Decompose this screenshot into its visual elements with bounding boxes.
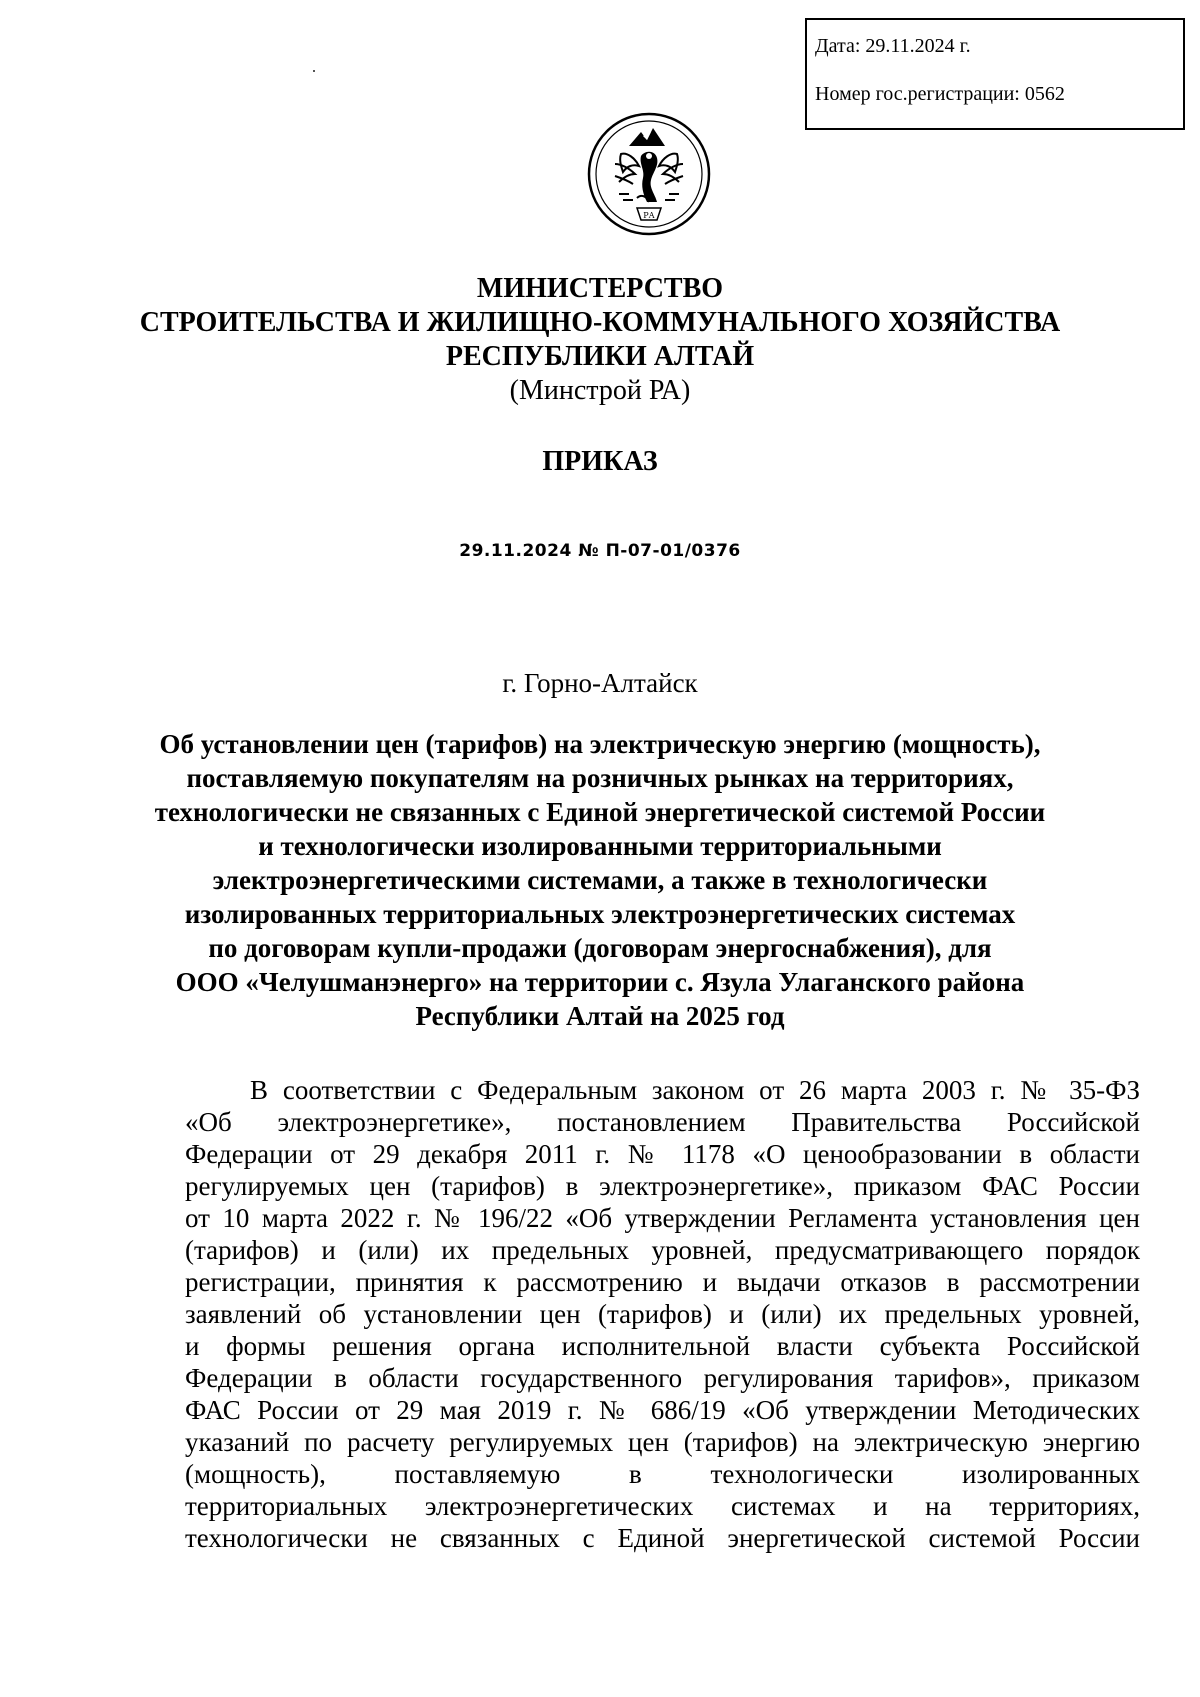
subject-line: по договорам купли-продажи (договорам энергоснабжения), для (208, 933, 992, 963)
header-line-construction: СТРОИТЕЛЬСТВА И ЖИЛИЩНО-КОММУНАЛЬНОГО ХОЗЯЙСТВА (139, 307, 1061, 338)
registration-date-label: Дата: (815, 35, 861, 57)
body-line: Федерации от 29 декабря 2011 г. № 1178 «О ценообразовании в области (185, 1139, 1140, 1169)
subject-line: ООО «Челушманэнерго» на территории с. Язула Улаганского района (175, 967, 1025, 997)
body-line: регулируемых цен (тарифов) в электроэнергетике», приказом ФАС России (185, 1171, 1140, 1201)
order-number: 29.11.2024 № П-07-01/0376 (459, 541, 741, 561)
registration-number-row (815, 84, 1173, 104)
order-title: ПРИКАЗ (542, 446, 658, 477)
coat-of-arms-republic-altai-icon (585, 110, 713, 238)
body-line: указаний по расчету регулируемых цен (тарифов) на электрическую энергию (185, 1427, 1140, 1457)
order-city: г. Горно-Алтайск (502, 668, 698, 698)
registration-stamp (805, 18, 1185, 130)
body-line: от 10 марта 2022 г. № 196/22 «Об утверждении Регламента установления цен (185, 1203, 1140, 1233)
svg-text:РА: РА (643, 211, 655, 220)
body-line: В соответствии с Федеральным законом от 26 марта 2003 г. № 35-ФЗ (250, 1075, 1140, 1105)
body-line: регистрации, принятия к рассмотрению и выдачи отказов в рассмотрении (185, 1267, 1140, 1297)
body-line: «Об электроэнергетике», постановлением Правительства Российской (185, 1107, 1140, 1137)
ministry-header (0, 272, 1200, 408)
subject-line: Об установлении цен (тарифов) на электрическую энергию (мощность), (159, 729, 1041, 759)
body-line: территориальных электроэнергетических системах и на территориях, (185, 1491, 1140, 1521)
body-line: и формы решения органа исполнительной власти субъекта Российской (185, 1331, 1140, 1361)
registration-date-row (815, 36, 1173, 56)
body-line: заявлений об установлении цен (тарифов) и (или) их предельных уровней, (185, 1299, 1140, 1329)
subject-line: электроэнергетическими системами, а также в технологически (212, 865, 988, 895)
body-line: (тарифов) и (или) их предельных уровней, предусматривающего порядок (185, 1235, 1140, 1265)
order-subject (120, 727, 1080, 1033)
scan-speck (313, 70, 315, 72)
body-line: технологически не связанных с Единой энергетической системой России (185, 1523, 1140, 1553)
subject-line: и технологически изолированными территориальными (258, 831, 942, 861)
registration-number-label: Номер гос.регистрации: (815, 83, 1020, 105)
subject-line: поставляемую покупателям на розничных рынках на территориях, (186, 763, 1014, 793)
header-line-ministry: МИНИСТЕРСТВО (476, 273, 724, 304)
subject-line: Республики Алтай на 2025 год (415, 1001, 785, 1031)
subject-line: технологически не связанных с Единой энергетической системой России (154, 797, 1046, 827)
body-line: Федерации в области государственного регулирования тарифов», приказом (185, 1363, 1140, 1393)
registration-number-value: 0562 (1024, 83, 1065, 105)
body-line: (мощность), поставляемую в технологически изолированных (185, 1459, 1140, 1489)
header-line-republic: РЕСПУБЛИКИ АЛТАЙ (445, 341, 755, 372)
subject-line: изолированных территориальных электроэнергетических системах (184, 899, 1016, 929)
registration-date-value: 29.11.2024 г. (865, 35, 971, 57)
order-preamble (185, 1074, 1140, 1554)
header-abbreviation: (Минстрой РА) (509, 375, 691, 406)
body-line: ФАС России от 29 мая 2019 г. № 686/19 «Об утверждении Методических (185, 1395, 1140, 1425)
